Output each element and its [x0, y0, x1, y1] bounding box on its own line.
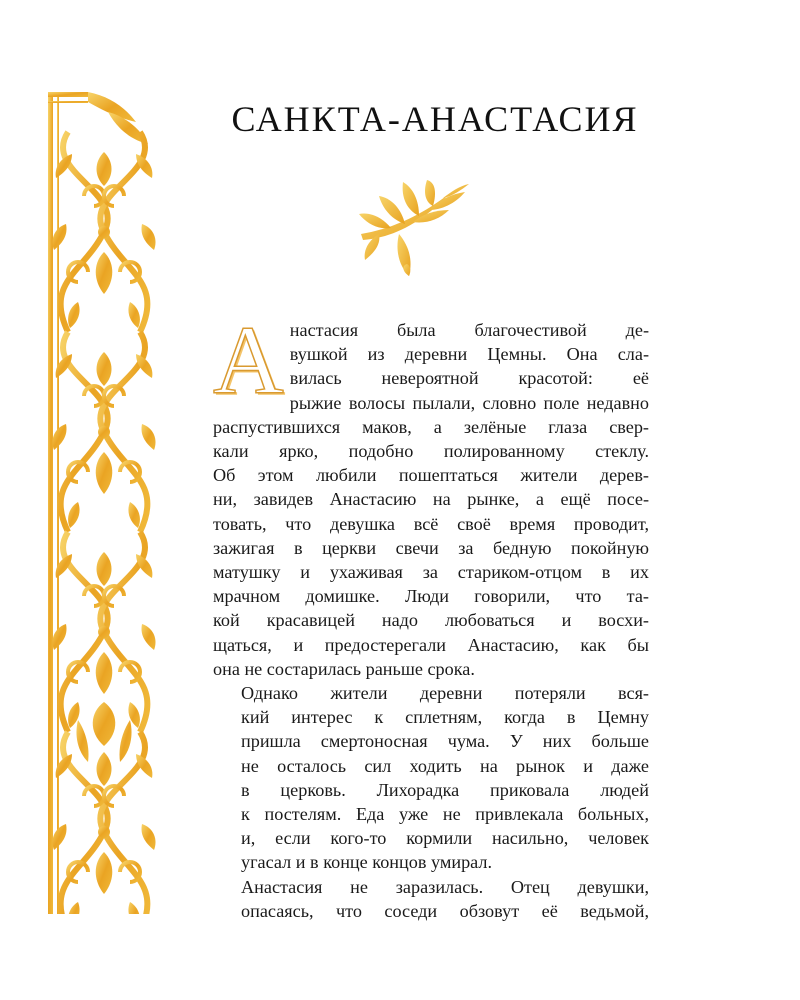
- page-title: САНКТА-АНАСТАСИЯ: [231, 99, 639, 139]
- text-line: к постелям. Еда уже не привлекала больных,: [241, 804, 649, 825]
- paragraph-1: [213, 307, 649, 681]
- text-line: распустившихся маков, а зелёные глаза свер-: [213, 416, 649, 437]
- text-line: ни, завидев Анастасию на рынке, а ещё посе-: [213, 489, 649, 510]
- text-line: вушкой из деревни Цемны. Она сла-: [289, 344, 649, 365]
- text-line: мрачном домишке. Люди говорили, что та-: [213, 586, 649, 607]
- text-line: кали ярко, подобно полированному стеклу.: [213, 441, 649, 462]
- text-line: матушку и ухаживая за стариком-отцом в их: [213, 562, 649, 583]
- text-line: и, если кого-то кормили насильно, человек: [241, 828, 649, 849]
- laurel-sprig-icon: [355, 180, 473, 280]
- text-line: щаться, и предостерегали Анастасию, как бы: [213, 634, 649, 655]
- text-line: рыжие волосы пылали, словно поле недавно: [289, 392, 649, 413]
- text-line: пришла смертоносная чума. У них больше: [241, 731, 649, 752]
- gold-floral-border-icon: [48, 92, 160, 914]
- text-line: товать, что девушка всё своё время проводит,: [213, 513, 649, 534]
- text-line: Об этом любили пошептаться жители дерев-: [213, 465, 649, 486]
- text-line: опасаясь, что соседи обзовут её ведьмой,: [241, 900, 649, 921]
- text-line: кой красавицей надо любоваться и восхи-: [213, 610, 649, 631]
- paragraph-3: [213, 875, 649, 923]
- text-line: вилась невероятной красотой: её: [289, 368, 649, 389]
- drop-cap-letter: А: [213, 307, 284, 415]
- text-line: она не состарилась раньше срока.: [213, 658, 475, 679]
- text-line: Однако жители деревни потеряли вся-: [241, 683, 649, 704]
- text-line: кий интерес к сплетням, когда в Цемну: [241, 707, 649, 728]
- text-line: зажигая в церкви свечи за бедную покойную: [213, 537, 649, 558]
- text-line: в церковь. Лихорадка приковала людей: [241, 779, 649, 800]
- story-text: [213, 307, 649, 923]
- text-line: настасия была благочестивой де-: [289, 320, 649, 340]
- paragraph-2: [213, 681, 649, 875]
- text-line: Анастасия не заразилась. Отец девушки,: [241, 876, 649, 897]
- text-line: не осталось сил ходить на рынок и даже: [241, 755, 649, 776]
- text-line: угасал и в конце концов умирал.: [241, 852, 493, 873]
